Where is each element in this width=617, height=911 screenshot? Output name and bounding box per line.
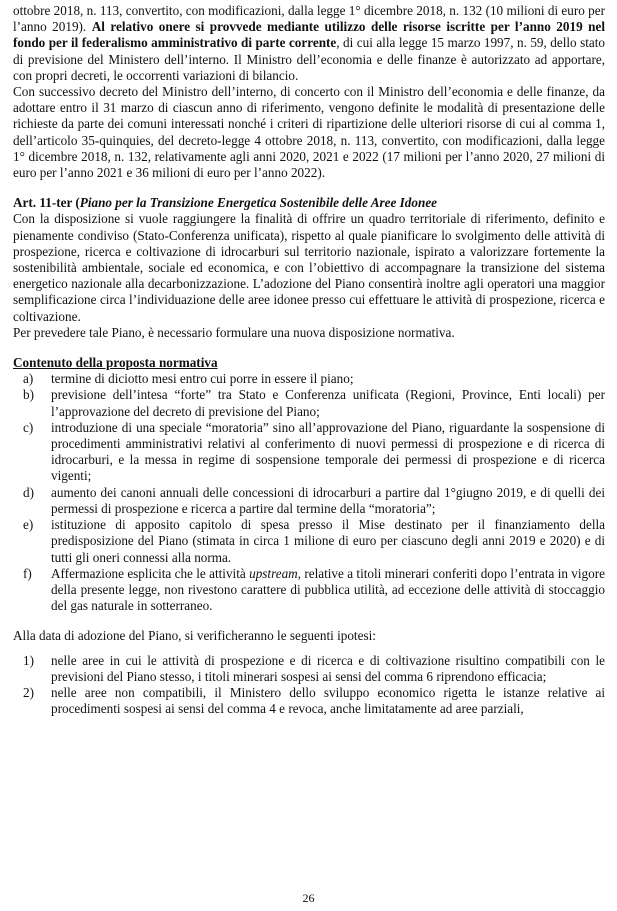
list-item-label: d) (23, 484, 34, 500)
list-item-text-b: , relative a titoli minerari conferiti dopo l’entrata in vigore della presente legge, non rivestono carattere di pubblica utilità, ad eccezione delle attività di stoccaggio del gas naturale in sotterraneo. (51, 565, 605, 614)
hypotheses-intro: Alla data di adozione del Piano, si verificheranno le seguenti ipotesi: (13, 628, 376, 644)
intro-text-cont: , di cui alla legge 15 marzo 1997, n. 59, dello stato di previsione del Ministero dell’interno. Il Ministro dell’economia e delle finanze è autorizzato ad apportare, con propri decreti, le occorrenti variazioni di bilancio. (13, 35, 606, 83)
article-paragraph-2: Per prevedere tale Piano, è necessario formulare una nuova disposizione normativa. (13, 324, 455, 340)
list-item-text-italic: upstream (249, 565, 298, 581)
list-item-text-a: Affermazione esplicita che le attività (51, 565, 250, 581)
list-item-text (51, 566, 605, 615)
list-item (13, 653, 605, 685)
article-paragraph-1: Con la disposizione si vuole raggiungere la finalità di offrire un quadro territoriale di riferimento, definito e pienamente condiviso (Stato-Conferenza unificata), rispetto al quale pianificare lo svolgimento delle attività di prospezione, ricerca e coltivazione di idrocarburi sul territorio nazionale, ispirato a valorizzare fortemente la sostenibilità ambientale, sociale ed economica, e con l’obiettivo di accompagnare la transizione del sistema energetico nazionale alla decarbonizzazione. L’adozione del Piano consentirà inoltre agli operatori una maggior semplificazione circa l’individuazione delle aree idonee presso cui effettuare le attività di prospezione, ricerca e coltivazione. (13, 211, 605, 324)
list-item-text: nelle aree non compatibili, il Ministero dello sviluppo economico rigetta le istanze relative ai procedimenti sospesi ai sensi del comma 4 e revoca, anche limitatamente ad aree parziali, (51, 684, 605, 717)
intro-paragraph-2: Con successivo decreto del Ministro dell’interno, di concerto con il Ministro dell’economia e delle finanze, da adottare entro il 31 marzo di ciascun anno di riferimento, vengono definite le modalità di presentazione delle richieste da parte dei comuni interessati nonché i criteri di ripartizione delle ulteriori risorse di cui al comma 1, dell’articolo 35-quinquies, del decreto-legge 4 ottobre 2018, n. 113, convertito, con modificazioni, dalla legge 1° dicembre 2018, n. 132, relativamente agli anni 2020, 2021 e 2022 (17 milioni per l’anno 2020, 27 milioni di euro per l’anno 2021 e 36 milioni di euro per l’anno 2022). (13, 84, 605, 181)
list-item-text: istituzione di apposito capitolo di spesa presso il Mise destinato per il finanziamento della predisposizione del Piano (stimata in circa 1 milione di euro per ciascuno degli anni 2019 e 2020) e di tutti gli oneri connessi alla norma. (51, 517, 605, 565)
list-item (13, 517, 605, 566)
intro-text: ottobre 2018, n. 113, convertito, con modificazioni, dalla legge 1° dicembre 2018, n. 132 (10 milioni di euro per l’anno 2019). (13, 3, 605, 35)
article-title (13, 195, 605, 211)
list-item-label: a) (23, 371, 34, 387)
list-item (13, 685, 605, 717)
list-item-label: c) (23, 419, 34, 435)
hypotheses-list (13, 653, 605, 718)
list-item (13, 485, 605, 517)
list-item-label: f) (23, 565, 32, 581)
intro-paragraph-1 (13, 3, 605, 84)
list-item-label: 1) (23, 652, 34, 668)
article-label: Art. 11-ter ( (13, 195, 80, 211)
article-title-italic: Piano per la Transizione Energetica Sostenibile delle Aree Idonee (79, 195, 438, 211)
list-item (13, 566, 605, 615)
list-item-text: previsione dell’intesa “forte” tra Stato e Conferenza unificata (Regioni, Province, Enti locali) per l’approvazione del decreto di previsione del Piano; (51, 387, 605, 419)
list-item-text: nelle aree in cui le attività di prospezione e di ricerca e di coltivazione risultino compatibili con le previsioni del Piano stesso, i titoli minerari sospesi ai sensi del comma 6 riprendono efficacia; (51, 652, 605, 684)
list-item (13, 420, 605, 485)
content-heading: Contenuto della proposta normativa (13, 355, 218, 371)
list-item-text: termine di diciotto mesi entro cui porre in essere il piano; (51, 371, 354, 387)
list-item-label: b) (23, 387, 34, 403)
list-item (13, 387, 605, 419)
list-item (13, 371, 605, 387)
page-number: 26 (302, 891, 315, 905)
list-item-label: e) (23, 517, 34, 533)
list-item-text: aumento dei canoni annuali delle concessioni di idrocarburi a partire dal 1°giugno 2019, e di quelli dei permessi di prospezione e ricerca a partire dal termine della “moratoria”; (51, 484, 605, 516)
list-item-label: 2) (23, 684, 34, 700)
list-item-text: introduzione di una speciale “moratoria” sino all’approvazione del Piano, riguardante la sospensione di procedimenti amministrativi relativi al conferimento di nuovi permessi di prospezione e di ricerca di idrocarburi, e la messa in regime di sospensione temporale dei permessi di prospezione e di ricerca vigenti; (51, 419, 605, 484)
content-list (13, 371, 605, 614)
intro-bold-text: Al relativo onere si provvede mediante utilizzo delle risorse iscritte per l’anno 2019 nel fondo per il federalismo amministrativo di parte corrente (13, 19, 605, 51)
